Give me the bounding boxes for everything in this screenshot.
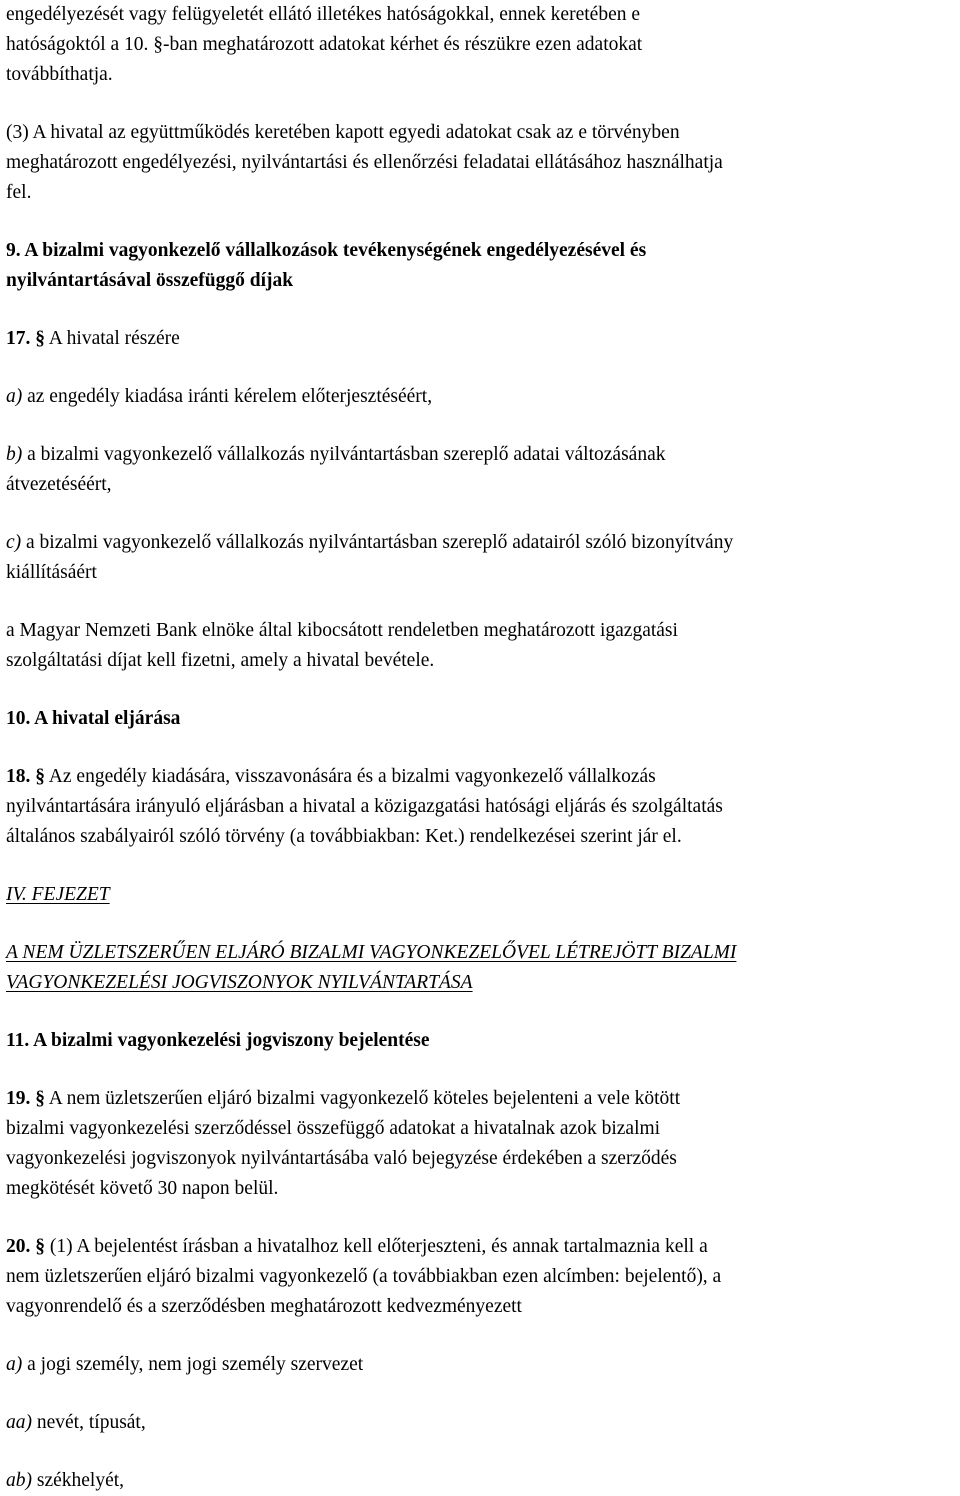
- section-text: (1) A bejelentést írásban a hivatalhoz kell előterjeszteni, és annak tartalmaznia kell a: [45, 1236, 708, 1257]
- item-text: a jogi személy, nem jogi személy szervezet: [22, 1354, 364, 1375]
- section-20: [6, 1232, 956, 1496]
- text-line: általános szabályairól szóló törvény (a továbbiakban: Ket.) rendelkezései szerint jár el.: [6, 826, 682, 847]
- section-text: A nem üzletszerűen eljáró bizalmi vagyonkezelő köteles bejelenteni a vele kötött: [45, 1088, 681, 1109]
- list-item-a: [6, 1350, 956, 1380]
- heading-9: [6, 236, 956, 296]
- text-line: bizalmi vagyonkezelési szerződéssel összefüggő adatokat a hivatalnak azok bizalmi: [6, 1118, 661, 1139]
- section-heading-line: nyilvántartásával összefüggő díjak: [6, 270, 294, 291]
- item-label: b): [6, 444, 23, 465]
- list-item-b: [6, 440, 956, 470]
- text-line: meghatározott engedélyezési, nyilvántartási és ellenőrzési feladatai ellátásához használhatja: [6, 152, 723, 173]
- text-line: átvezetéséért,: [6, 474, 112, 495]
- chapter-heading: [6, 880, 956, 998]
- text-line: vagyonkezelési jogviszonyok nyilvántartásába való bejegyzése érdekében a szerződés: [6, 1148, 677, 1169]
- list-item-ab: [6, 1466, 956, 1496]
- item-text: székhelyét,: [32, 1470, 125, 1491]
- heading-10: 10. A hivatal eljárása: [6, 708, 181, 729]
- list-item-c: [6, 528, 956, 558]
- section-sign: §: [35, 766, 45, 787]
- text-line: fel.: [6, 182, 32, 203]
- item-label: c): [6, 532, 22, 553]
- section-intro: [6, 1232, 956, 1262]
- section-sign: §: [35, 1088, 45, 1109]
- text-line: vagyonrendelő és a szerződésben meghatározott kedvezményezett: [6, 1296, 522, 1317]
- section-intro: [6, 762, 956, 792]
- chapter-subtitle-line: VAGYONKEZELÉSI JOGVISZONYOK NYILVÁNTARTÁSA: [6, 972, 473, 993]
- text-line: kiállításáért: [6, 562, 97, 583]
- item-text: nevét, típusát,: [32, 1412, 146, 1433]
- section-number: 20.: [6, 1236, 36, 1257]
- heading-11: 11. A bizalmi vagyonkezelési jogviszony bejelentése: [6, 1030, 430, 1051]
- text-line: a Magyar Nemzeti Bank elnöke által kibocsátott rendeletben meghatározott igazgatási: [6, 620, 678, 641]
- paragraph-3: [6, 118, 956, 208]
- item-label: ab): [6, 1470, 32, 1491]
- item-text: a bizalmi vagyonkezelő vállalkozás nyilvántartásban szereplő adatai változásának: [22, 444, 666, 465]
- text-line: engedélyezését vagy felügyeletét ellátó illetékes hatóságokkal, ennek keretében e: [6, 4, 640, 25]
- list-item-aa: [6, 1408, 956, 1438]
- item-text: a bizalmi vagyonkezelő vállalkozás nyilvántartásban szereplő adatairól szóló bizonyítvány: [21, 532, 734, 553]
- section-intro: [6, 1084, 956, 1114]
- section-19: [6, 1084, 956, 1204]
- section-number: 19.: [6, 1088, 36, 1109]
- section-text: Az engedély kiadására, visszavonására és a bizalmi vagyonkezelő vállalkozás: [45, 766, 656, 787]
- item-text: az engedély kiadása iránti kérelem előterjesztéséért,: [22, 386, 433, 407]
- item-label: aa): [6, 1412, 32, 1433]
- section-text: A hivatal részére: [45, 328, 180, 349]
- item-label: a): [6, 386, 23, 407]
- text-line: hatóságoktól a 10. §-ban meghatározott adatokat kérhet és részükre ezen adatokat: [6, 34, 643, 55]
- section-intro: [6, 324, 956, 354]
- text-line: megkötését követő 30 napon belül.: [6, 1178, 279, 1199]
- text-line: (3) A hivatal az együttműködés keretében kapott egyedi adatokat csak az e törvényben: [6, 122, 680, 143]
- item-label: a): [6, 1354, 23, 1375]
- section-number: 17.: [6, 328, 36, 349]
- section-sign: §: [35, 328, 45, 349]
- document-page: [6, 0, 956, 1496]
- text-line: szolgáltatási díjat kell fizetni, amely a hivatal bevétele.: [6, 650, 435, 671]
- text-line: nyilvántartására irányuló eljárásban a hivatal a közigazgatási hatósági eljárás és szolgáltatás: [6, 796, 723, 817]
- list-item-a: [6, 382, 956, 412]
- text-line: továbbíthatja.: [6, 64, 113, 85]
- section-18: [6, 762, 956, 852]
- chapter-subtitle-line: A NEM ÜZLETSZERŰEN ELJÁRÓ BIZALMI VAGYONKEZELŐVEL LÉTREJÖTT BIZALMI: [6, 942, 737, 963]
- section-17: [6, 324, 956, 676]
- section-sign: §: [35, 1236, 45, 1257]
- section-number: 18.: [6, 766, 36, 787]
- chapter-title: IV. FEJEZET: [6, 884, 110, 905]
- text-line: nem üzletszerűen eljáró bizalmi vagyonkezelő (a továbbiakban ezen alcímben: bejelentő), a: [6, 1266, 722, 1287]
- section-heading-line: 9. A bizalmi vagyonkezelő vállalkozások tevékenységének engedélyezésével és: [6, 240, 647, 261]
- intro-paragraph: [6, 0, 956, 90]
